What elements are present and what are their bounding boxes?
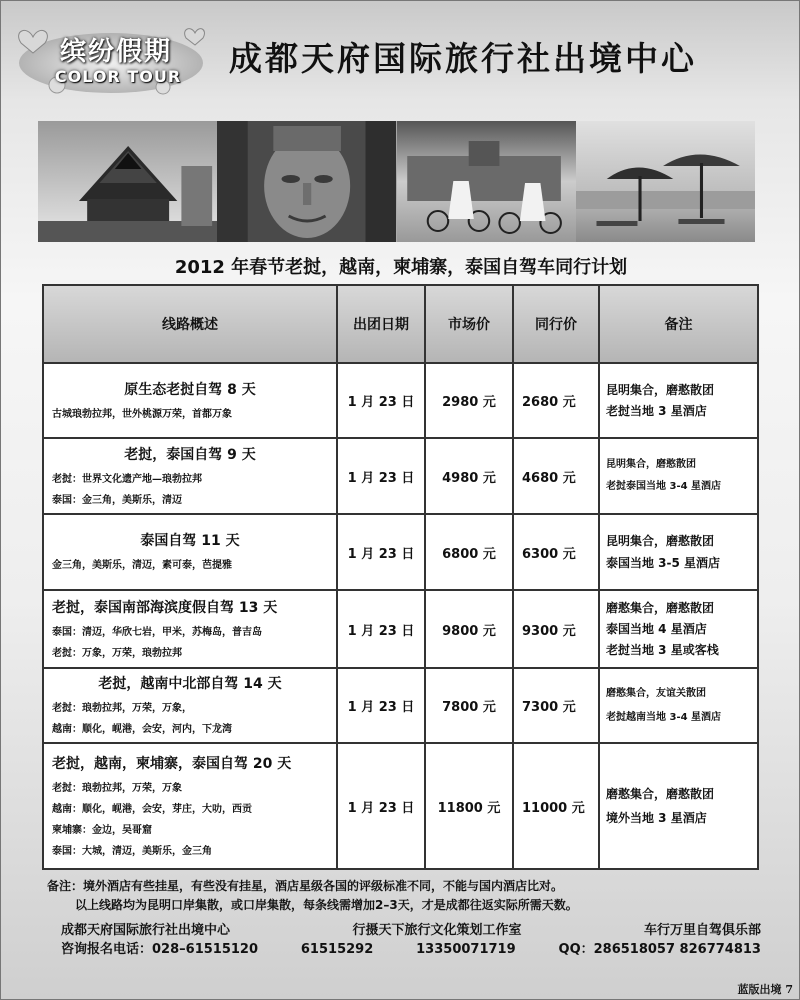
route-detail: 泰国：大城，清迈，美斯乐，金三角 <box>52 845 212 857</box>
org-club: 车行万里自驾俱乐部 <box>643 923 761 938</box>
notes-cell <box>599 743 758 869</box>
route-cell <box>43 590 337 668</box>
photo-stone-face <box>217 121 396 242</box>
remarks <box>47 877 578 915</box>
route-cell <box>43 514 337 590</box>
page-label: 蓝版出境 7 <box>737 983 793 996</box>
route-title: 老挝，越南中北部自驾 14 天 <box>98 676 282 692</box>
routes-table <box>42 284 759 870</box>
note-line: 老挝越南当地 3-4 星酒店 <box>606 711 722 723</box>
note-line: 昆明集合，磨憨散团 <box>606 534 715 548</box>
note-line: 老挝当地 3 星或客栈 <box>606 642 719 657</box>
header-market-price: 市场价 <box>425 285 513 363</box>
peer-price-cell: 9300 元 <box>513 590 599 668</box>
org-travel-agency: 成都天府国际旅行社出境中心 <box>61 923 231 938</box>
footer-contacts <box>61 940 761 959</box>
table-header-row <box>43 285 758 363</box>
peer-price-cell: 2680 元 <box>513 363 599 438</box>
note-line: 磨憨集合，磨憨散团 <box>606 787 715 801</box>
route-title: 老挝，越南，柬埔寨，泰国自驾 20 天 <box>52 755 292 772</box>
market-price-cell: 11800 元 <box>425 743 513 869</box>
footer-organizers <box>61 921 761 940</box>
route-detail: 柬埔寨：金边，吴哥窟 <box>52 824 152 836</box>
org-studio: 行摄天下旅行文化策划工作室 <box>352 923 522 938</box>
route-cell <box>43 743 337 869</box>
table-row <box>43 363 758 438</box>
note-line: 老挝当地 3 星酒店 <box>606 403 707 418</box>
notes-cell <box>599 363 758 438</box>
route-detail: 老挝：琅勃拉邦，万荣，万象 <box>52 782 182 794</box>
photo-temple <box>38 121 217 242</box>
note-line: 泰国当地 4 星酒店 <box>606 621 707 636</box>
note-line: 泰国当地 3-5 星酒店 <box>606 556 721 570</box>
photo-beach <box>576 121 755 242</box>
phone-3: 13350071719 <box>416 942 516 957</box>
market-price-cell: 2980 元 <box>425 363 513 438</box>
table-row <box>43 743 758 869</box>
notes-cell <box>599 438 758 514</box>
note-line: 磨憨集合，友谊关散团 <box>606 687 706 699</box>
photo-strip <box>38 121 755 242</box>
route-detail: 泰国：清迈，华欣七岩，甲米，苏梅岛，普吉岛 <box>52 626 262 638</box>
peer-price-cell: 7300 元 <box>513 668 599 743</box>
route-detail: 越南：顺化，岘港，会安，芽庄，大叻，西贡 <box>52 803 252 815</box>
market-price-cell: 6800 元 <box>425 514 513 590</box>
route-detail: 老挝：世界文化遗产地—琅勃拉邦 <box>52 473 202 485</box>
route-cell <box>43 438 337 514</box>
peer-price-cell: 11000 元 <box>513 743 599 869</box>
table-row <box>43 668 758 743</box>
date-cell: 1 月 23 日 <box>337 514 425 590</box>
note-line: 昆明集合，磨憨散团 <box>606 382 715 397</box>
peer-price-cell: 6300 元 <box>513 514 599 590</box>
qq-numbers: QQ：286518057 826774813 <box>558 942 761 957</box>
route-detail: 老挝：琅勃拉邦，万荣，万象， <box>52 703 192 714</box>
note-line: 老挝泰国当地 3-4 星酒店 <box>606 481 722 492</box>
route-title: 泰国自驾 11 天 <box>140 533 240 549</box>
market-price-cell: 4980 元 <box>425 438 513 514</box>
notes-cell <box>599 590 758 668</box>
peer-price-cell: 4680 元 <box>513 438 599 514</box>
plan-subtitle: 2012 年春节老挝，越南，柬埔寨，泰国自驾车同行计划 <box>174 257 628 278</box>
route-title: 老挝，泰国南部海滨度假自驾 13 天 <box>52 599 278 616</box>
note-line: 磨憨集合，磨憨散团 <box>606 600 715 615</box>
remark-line-1: 备注：境外酒店有些挂星，有些没有挂星，酒店星级各国的评级标准不同，不能与国内酒店比对。 <box>47 879 564 893</box>
table-row <box>43 590 758 668</box>
table-row <box>43 514 758 590</box>
route-detail: 老挝：万象，万荣，琅勃拉邦 <box>52 647 182 659</box>
date-cell: 1 月 23 日 <box>337 363 425 438</box>
phone-2: 61515292 <box>300 942 374 957</box>
date-cell: 1 月 23 日 <box>337 743 425 869</box>
note-line: 境外当地 3 星酒店 <box>606 811 707 825</box>
date-cell: 1 月 23 日 <box>337 438 425 514</box>
route-cell <box>43 363 337 438</box>
contact-phones <box>61 940 258 959</box>
market-price-cell: 9800 元 <box>425 590 513 668</box>
date-cell: 1 月 23 日 <box>337 590 425 668</box>
logo <box>13 23 208 95</box>
page-title: 成都天府国际旅行社出境中心 <box>229 39 697 78</box>
route-detail: 金三角，美斯乐，清迈，素可泰，芭提雅 <box>52 560 232 571</box>
notes-cell <box>599 668 758 743</box>
header-date: 出团日期 <box>337 285 425 363</box>
header-peer-price: 同行价 <box>513 285 599 363</box>
logo-title: 缤纷假期 <box>59 37 172 67</box>
route-cell <box>43 668 337 743</box>
notes-cell <box>599 514 758 590</box>
header-route: 线路概述 <box>43 285 337 363</box>
market-price-cell: 7800 元 <box>425 668 513 743</box>
contact-label: 咨询报名电话： <box>61 942 153 957</box>
header-notes: 备注 <box>599 285 758 363</box>
phone-1: 028–61515120 <box>152 942 259 957</box>
photo-cyclists <box>397 121 576 242</box>
route-title: 老挝，泰国自驾 9 天 <box>124 446 256 463</box>
logo-subtitle: COLOR TOUR <box>54 67 182 86</box>
remark-line-2: 以上线路均为昆明口岸集散，或口岸集散，每条线需增加2–3天，才是成都往返实际所需天数。 <box>75 898 578 912</box>
date-cell: 1 月 23 日 <box>337 668 425 743</box>
route-title: 原生态老挝自驾 8 天 <box>124 381 256 398</box>
note-line: 昆明集合，磨憨散团 <box>606 459 696 470</box>
route-detail: 古城琅勃拉邦，世外桃源万荣，首都万象 <box>52 408 232 420</box>
route-detail: 泰国：金三角，美斯乐，清迈 <box>52 494 182 506</box>
route-detail: 越南：顺化，岘港，会安，河内，下龙湾 <box>52 724 232 735</box>
table-row <box>43 438 758 514</box>
footer <box>61 921 761 959</box>
